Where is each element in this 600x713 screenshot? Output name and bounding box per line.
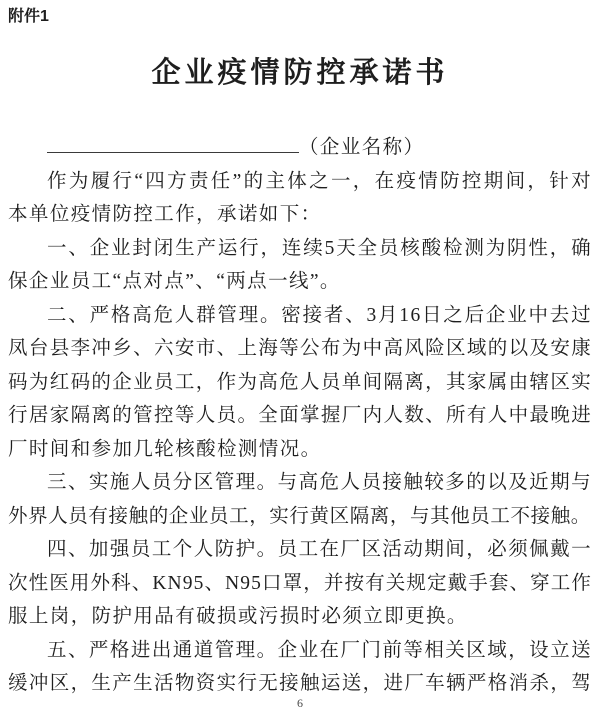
company-name-blank-underline bbox=[47, 132, 299, 153]
commitment-2-line-2: 凤台县李冲乡、六安市、上海等公布为中高风险区域的以及安康 bbox=[8, 338, 592, 359]
company-name-suffix: （企业名称） bbox=[299, 137, 425, 158]
commitment-3-line-2: 外界人员有接触的企业员工，实行黄区隔离，与其他员工不接触。 bbox=[8, 505, 591, 527]
commitment-1-line-1: 一、企业封闭生产运行，连续5天全员核酸检测为阴性，确 bbox=[47, 237, 592, 259]
commitment-2-line-3: 码为红码的企业员工，作为高危人员单间隔离，其家属由辖区实 bbox=[8, 371, 592, 393]
commitment-5-line-1: 五、严格进出通道管理。企业在厂门前等相关区域，设立送 bbox=[47, 639, 592, 661]
page-number: 6 bbox=[297, 696, 303, 710]
attachment-label: 附件1 bbox=[8, 8, 49, 25]
commitment-3-line-1: 三、实施人员分区管理。与高危人员接触较多的以及近期与 bbox=[47, 472, 592, 493]
commitment-5-line-2: 缓冲区，生产生活物资实行无接触运送，进厂车辆严格消杀，驾 bbox=[8, 673, 592, 694]
commitment-4-line-2: 次性医用外科、KN95、N95口罩，并按有关规定戴手套、穿工作 bbox=[8, 572, 592, 594]
commitment-1-line-2: 保企业员工“点对点”、“两点一线”。 bbox=[8, 271, 341, 292]
document-body bbox=[0, 131, 600, 701]
commitment-4-line-3: 服上岗，防护用品有破损或污损时必须立即更换。 bbox=[8, 606, 468, 627]
commitment-2-line-1: 二、严格高危人群管理。密接者、3月16日之后企业中去过 bbox=[47, 304, 592, 326]
commitment-2-line-5: 厂时间和参加几轮核酸检测情况。 bbox=[8, 438, 322, 460]
commitment-2-line-4: 行居家隔离的管控等人员。全面掌握厂内人数、所有人中最晚进 bbox=[8, 405, 592, 426]
company-name-line bbox=[8, 131, 592, 165]
intro-line-2: 本单位疫情防控工作，承诺如下： bbox=[8, 204, 322, 225]
commitment-4-line-1: 四、加强员工个人防护。员工在厂区活动期间，必须佩戴一 bbox=[47, 539, 592, 560]
document-title: 企业疫情防控承诺书 bbox=[151, 57, 449, 89]
intro-line-1: 作为履行“四方责任”的主体之一，在疫情防控期间，针对 bbox=[47, 170, 592, 192]
